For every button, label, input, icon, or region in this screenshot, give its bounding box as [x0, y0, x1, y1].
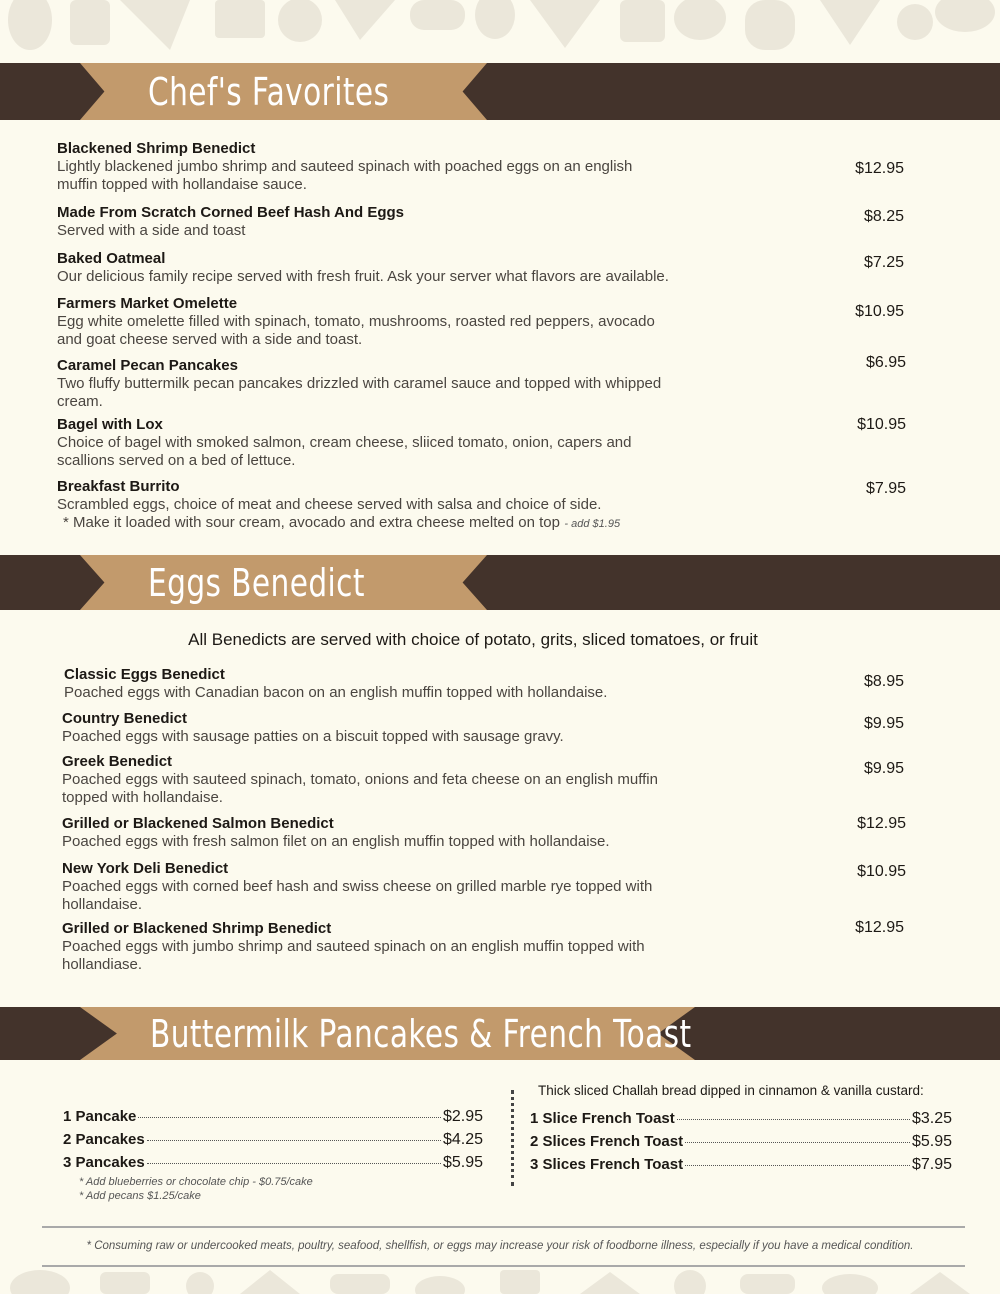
section-title: Buttermilk Pancakes & French Toast [150, 1011, 692, 1056]
pancake-name: 3 Pancakes [63, 1154, 145, 1171]
item-price: $9.95 [863, 760, 904, 777]
dot-leader [685, 1165, 910, 1166]
item-price: $6.95 [865, 354, 906, 371]
section-header-chefs-favorites [0, 63, 1000, 120]
item-price: $10.95 [857, 416, 906, 433]
item-name: Farmers Market Omelette [57, 295, 238, 312]
item-description: cream. [57, 393, 103, 410]
pancake-name: 2 Pancakes [63, 1131, 145, 1148]
item-name: Baked Oatmeal [57, 250, 166, 267]
dot-leader [147, 1163, 441, 1164]
french-toast-intro: Thick sliced Challah bread dipped in cinnamon & vanilla custard: [538, 1083, 924, 1098]
french-toast-price-line [530, 1110, 952, 1128]
item-name: Caramel Pecan Pancakes [57, 357, 238, 374]
item-description: hollandaise. [62, 896, 143, 913]
item-description: Poached eggs with corned beef hash and swiss cheese on grilled marble rye topped with [62, 878, 653, 895]
item-price: $12.95 [855, 160, 904, 177]
item-description: muffin topped with hollandaise sauce. [57, 176, 307, 193]
item-description: Choice of bagel with smoked salmon, cream cheese, sliiced tomato, onion, capers and [57, 434, 632, 451]
item-description: Served with a side and toast [57, 222, 246, 239]
benedict-intro: All Benedicts are served with choice of potato, grits, sliced tomatoes, or fruit [188, 630, 758, 649]
dot-leader [138, 1117, 441, 1118]
item-addon-line [63, 514, 620, 532]
item-price: $8.95 [863, 673, 904, 690]
item-name: Greek Benedict [62, 753, 173, 770]
item-name: Grilled or Blackened Shrimp Benedict [62, 920, 332, 937]
column-divider [511, 1090, 514, 1186]
item-price: $10.95 [857, 863, 906, 880]
item-price: $12.95 [855, 919, 904, 936]
item-name: Blackened Shrimp Benedict [57, 140, 256, 157]
item-price: $9.95 [863, 715, 904, 732]
item-description: Our delicious family recipe served with fresh fruit. Ask your server what flavors are available. [57, 268, 669, 285]
section-title: Chef's Favorites [148, 69, 390, 114]
french-toast-name: 3 Slices French Toast [530, 1156, 684, 1173]
french-toast-price-line [530, 1133, 952, 1151]
item-name: Bagel with Lox [57, 416, 163, 433]
item-description: Scrambled eggs, choice of meat and cheese served with salsa and choice of side. [57, 496, 602, 513]
item-description: Poached eggs with sauteed spinach, tomato, onions and feta cheese on an english muffin [62, 771, 658, 788]
dot-leader [685, 1142, 910, 1143]
french-toast-price-line [530, 1156, 952, 1174]
footer-rule-bottom [42, 1265, 965, 1267]
pancake-addon-note: * Add blueberries or chocolate chip - $0.75/cake [79, 1176, 313, 1188]
section-header-pancakes-french-toast [0, 1007, 1000, 1060]
item-name: Breakfast Burrito [57, 478, 180, 495]
french-toast-price: $5.95 [911, 1133, 952, 1150]
footer-rule-top [42, 1226, 965, 1228]
item-name: Made From Scratch Corned Beef Hash And Eggs [57, 204, 405, 221]
item-description: Egg white omelette filled with spinach, tomato, mushrooms, roasted red peppers, avocado [57, 313, 655, 330]
pancake-price: $5.95 [442, 1154, 483, 1171]
item-description: Poached eggs with fresh salmon filet on an english muffin topped with hollandaise. [62, 833, 610, 850]
french-toast-price: $3.25 [911, 1110, 952, 1127]
item-name: Grilled or Blackened Salmon Benedict [62, 815, 334, 832]
pancake-price-line [63, 1154, 483, 1172]
section-title: Eggs Benedict [148, 560, 365, 605]
section-header-eggs-benedict [0, 555, 1000, 610]
item-description: Two fluffy buttermilk pecan pancakes drizzled with caramel sauce and topped with whipped [57, 375, 662, 392]
dot-leader [677, 1119, 910, 1120]
dot-leader [147, 1140, 441, 1141]
item-price: $12.95 [857, 815, 906, 832]
french-toast-name: 2 Slices French Toast [530, 1133, 684, 1150]
pancake-price-line [63, 1131, 483, 1149]
pancake-price: $4.25 [442, 1131, 483, 1148]
french-toast-price: $7.95 [911, 1156, 952, 1173]
food-safety-disclaimer: * Consuming raw or undercooked meats, poultry, seafood, shellfish, or eggs may increase your risk of foodborne illness, especially if you have a medical condition. [86, 1240, 914, 1252]
item-description: Poached eggs with jumbo shrimp and sauteed spinach on an english muffin topped with [62, 938, 645, 955]
item-description: * Make it loaded with sour cream, avocado and extra cheese melted on top [63, 514, 560, 531]
item-price: $8.25 [863, 208, 904, 225]
item-name: New York Deli Benedict [62, 860, 229, 877]
item-description: and goat cheese served with a side and toast. [57, 331, 363, 348]
pancake-addon-note: * Add pecans $1.25/cake [79, 1190, 201, 1202]
pancake-price-line [63, 1108, 483, 1126]
pancake-name: 1 Pancake [63, 1108, 137, 1125]
pancake-price: $2.95 [442, 1108, 483, 1125]
item-price: $7.25 [863, 254, 904, 271]
item-description: scallions served on a bed of lettuce. [57, 452, 296, 469]
item-name: Country Benedict [62, 710, 188, 727]
item-description: Poached eggs with Canadian bacon on an english muffin topped with hollandaise. [64, 684, 608, 701]
item-description: hollandiase. [62, 956, 143, 973]
food-pattern-bottom [0, 1268, 1000, 1294]
item-description: Lightly blackened jumbo shrimp and sauteed spinach with poached eggs on an english [57, 158, 633, 175]
item-description: Poached eggs with sausage patties on a biscuit topped with sausage gravy. [62, 728, 564, 745]
food-pattern-top [0, 0, 1000, 60]
item-price: $7.95 [865, 480, 906, 497]
french-toast-name: 1 Slice French Toast [530, 1110, 675, 1127]
item-name: Classic Eggs Benedict [64, 666, 225, 683]
item-description: topped with hollandaise. [62, 789, 223, 806]
item-price: $10.95 [855, 303, 904, 320]
addon-price: - add $1.95 [564, 518, 621, 530]
